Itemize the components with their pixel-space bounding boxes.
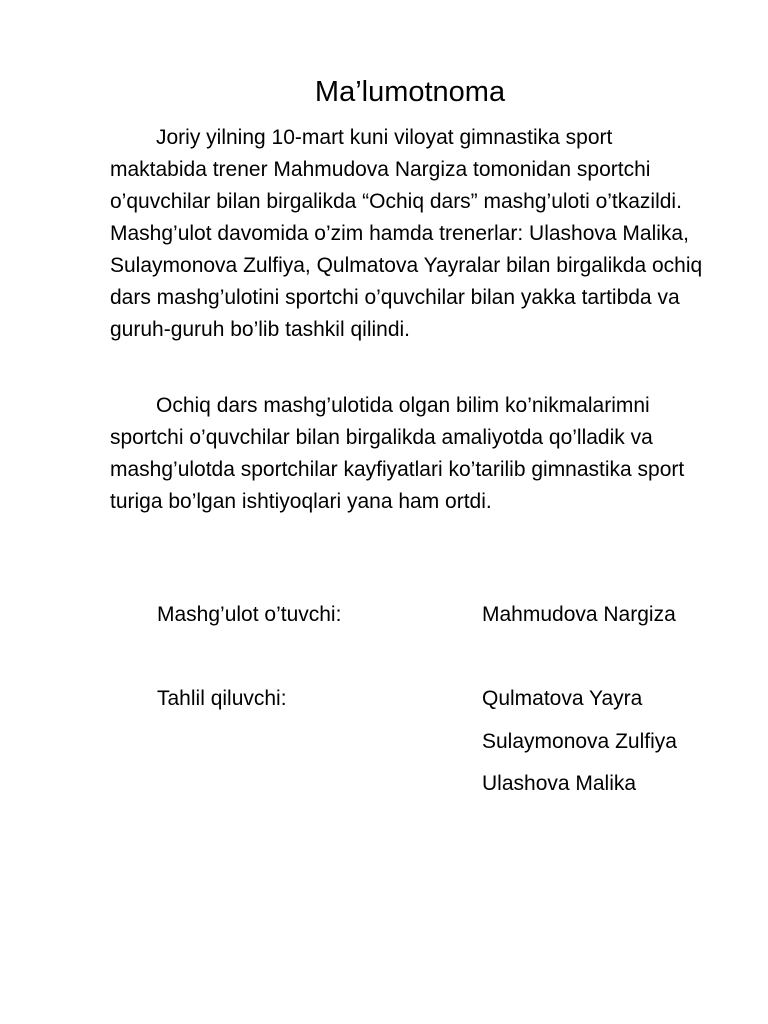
analyst-name-1: Qulmatova Yayra bbox=[482, 687, 643, 710]
analyst-name-3: Ulashova Malika bbox=[482, 772, 637, 795]
analyst-name-2: Sulaymonova Zulfiya bbox=[482, 730, 677, 753]
conductor-label: Mashg’ulot o’tuvchi: bbox=[157, 603, 342, 626]
paragraph-1: Joriy yilning 10-mart kuni viloyat gimnastika sport maktabida trener Mahmudova Nargiza tomonidan sportchi o’quvchilar bilan birgalikda “Ochiq dars” mashg’uloti o’tkazildi. Mashg’ulot davomida o’zim hamda trenerlar: Ulashova Malika, Sulaymonova Zulfiya, Qulmatova Yayralar bilan birgalikda ochiq dars mashg’ulotini sportchi o’quvchilar bilan yakka tartibda va guruh-guruh bo’lib tashkil qilindi. bbox=[110, 126, 703, 341]
document-title: Ma’lumotnoma bbox=[314, 76, 506, 108]
analyst-label: Tahlil qiluvchi: bbox=[157, 687, 287, 710]
paragraph-2: Ochiq dars mashg’ulotida olgan bilim ko’nikmalarimni sportchi o’quvchilar bilan birgalikda amaliyotda qo’lladik va mashg’ulotda sportchilar kayfiyatlari ko’tarilib gimnastika sport turiga bo’lgan ishtiyoqlari yana ham ortdi. bbox=[110, 394, 685, 513]
conductor-name: Mahmudova Nargiza bbox=[482, 603, 676, 626]
